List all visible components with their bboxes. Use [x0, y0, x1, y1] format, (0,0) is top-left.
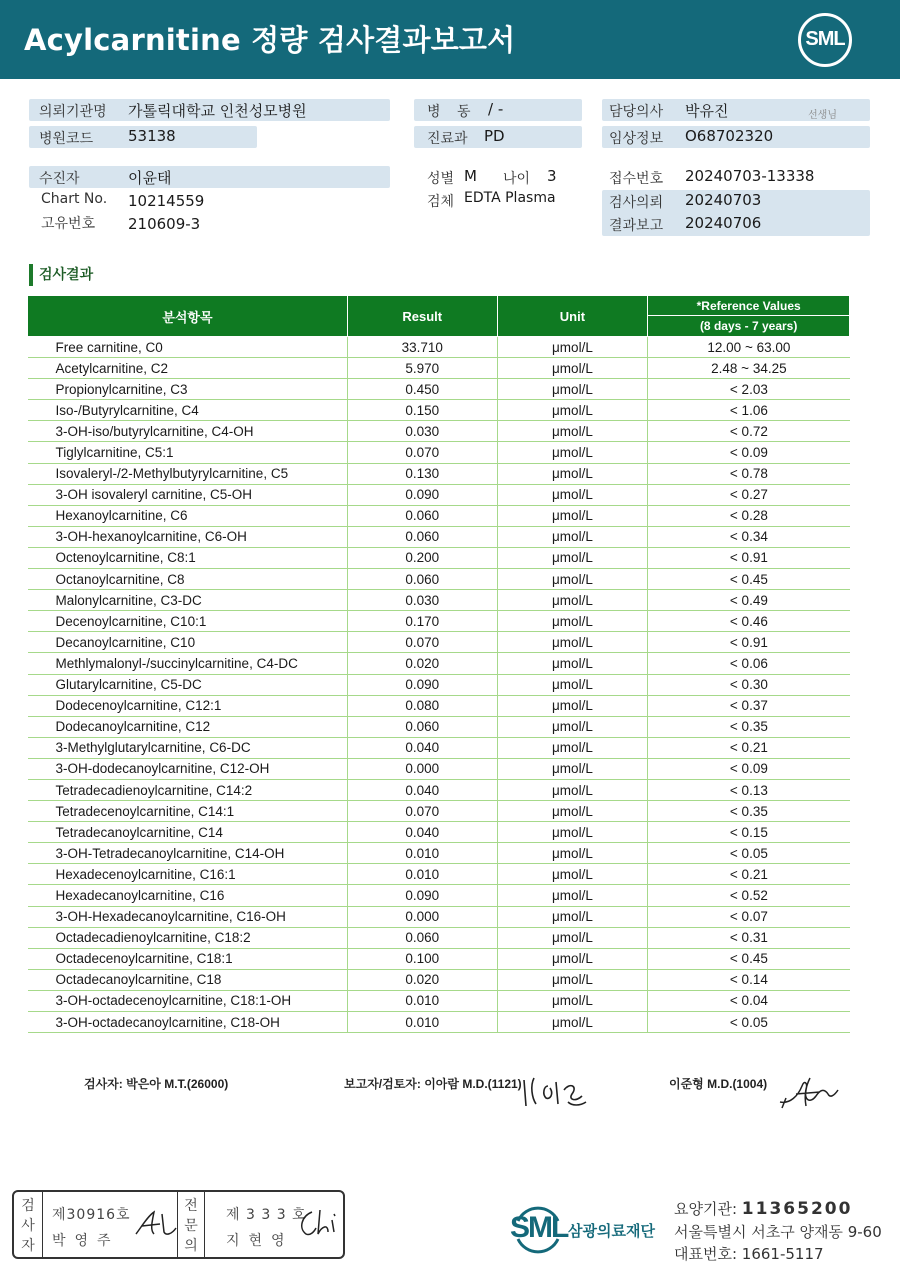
- reference-cell: < 0.09: [648, 442, 850, 463]
- unit-cell: μmol/L: [497, 611, 648, 632]
- report-label: 결과보고: [609, 218, 664, 234]
- unit-cell: μmol/L: [497, 632, 648, 653]
- result-cell: 0.150: [347, 400, 497, 421]
- result-cell: 0.130: [347, 463, 497, 484]
- result-cell: 0.010: [347, 990, 497, 1011]
- reference-cell: < 0.78: [648, 463, 850, 484]
- hospital-code-label: 병원코드: [39, 131, 94, 147]
- age-value: 3: [547, 167, 557, 185]
- footer-phone-label: 대표번호:: [674, 1245, 738, 1263]
- footer-phone-value: 1661-5117: [741, 1245, 824, 1263]
- analyte-cell: 3-OH-octadecanoylcarnitine, C18-OH: [28, 1012, 348, 1033]
- result-cell: 0.060: [347, 716, 497, 737]
- reference-cell: 2.48 ~ 34.25: [648, 358, 850, 379]
- unit-cell: μmol/L: [497, 906, 648, 927]
- table-row: [28, 632, 850, 653]
- reference-cell: < 0.28: [648, 505, 850, 526]
- analyte-cell: Free carnitine, C0: [28, 337, 348, 358]
- table-row: [28, 653, 850, 674]
- analyte-cell: Tetradecenoylcarnitine, C14:1: [28, 801, 348, 822]
- result-cell: 0.030: [347, 421, 497, 442]
- reference-cell: < 0.37: [648, 695, 850, 716]
- unit-cell: μmol/L: [497, 927, 648, 948]
- result-cell: 0.070: [347, 801, 497, 822]
- clinical-label: 임상정보: [609, 131, 664, 147]
- reference-cell: < 0.34: [648, 526, 850, 547]
- table-row: [28, 801, 850, 822]
- analyte-cell: Iso-/Butyrylcarnitine, C4: [28, 400, 348, 421]
- unit-cell: μmol/L: [497, 505, 648, 526]
- sml-logo: [798, 13, 852, 67]
- doctor-value: 박유진: [685, 102, 729, 120]
- analyte-cell: Hexadecanoylcarnitine, C16: [28, 885, 348, 906]
- result-cell: 33.710: [347, 337, 497, 358]
- age-label: 나이: [503, 171, 531, 187]
- result-cell: 0.090: [347, 674, 497, 695]
- stamp-right-license: 제 3 3 3 호: [226, 1207, 307, 1223]
- footer-code: [674, 1198, 852, 1219]
- table-row: [28, 927, 850, 948]
- reference-cell: < 0.21: [648, 737, 850, 758]
- reference-cell: < 0.35: [648, 716, 850, 737]
- analyte-cell: 3-Methylglutarylcarnitine, C6-DC: [28, 737, 348, 758]
- result-cell: 0.010: [347, 1012, 497, 1033]
- table-row: [28, 969, 850, 990]
- table-row: [28, 547, 850, 568]
- unit-cell: μmol/L: [497, 990, 648, 1011]
- stamp-left-label: [17, 1196, 39, 1256]
- unit-cell: μmol/L: [497, 379, 648, 400]
- result-cell: 0.060: [347, 927, 497, 948]
- unit-cell: μmol/L: [497, 948, 648, 969]
- table-row: [28, 463, 850, 484]
- table-row: [28, 716, 850, 737]
- unit-cell: μmol/L: [497, 822, 648, 843]
- reference-cell: < 0.72: [648, 421, 850, 442]
- table-row: [28, 843, 850, 864]
- table-row: [28, 590, 850, 611]
- table-row: [28, 864, 850, 885]
- table-row: [28, 1012, 850, 1033]
- clinical-value: O68702320: [685, 127, 774, 145]
- chart-label: Chart No.: [41, 191, 108, 207]
- table-row: [28, 737, 850, 758]
- result-cell: 0.090: [347, 885, 497, 906]
- table-row: [28, 990, 850, 1011]
- reference-cell: < 0.15: [648, 822, 850, 843]
- analyte-cell: Decanoylcarnitine, C10: [28, 632, 348, 653]
- result-cell: 0.060: [347, 505, 497, 526]
- reporter-signature: [520, 1072, 592, 1112]
- receipt-value: 20240703-13338: [685, 167, 815, 185]
- stamp-right-name: 지현영: [226, 1233, 294, 1249]
- table-row: [28, 379, 850, 400]
- stamp-divider: [42, 1192, 43, 1257]
- unit-cell: μmol/L: [497, 779, 648, 800]
- dept-value: PD: [484, 127, 505, 145]
- result-cell: 0.000: [347, 758, 497, 779]
- analyte-cell: Acetylcarnitine, C2: [28, 358, 348, 379]
- unit-cell: μmol/L: [497, 969, 648, 990]
- footer-logo-text: SML: [510, 1211, 568, 1244]
- institution-label: 의뢰기관명: [39, 104, 107, 120]
- unit-cell: μmol/L: [497, 569, 648, 590]
- table-row: [28, 569, 850, 590]
- sex-label: 성별: [427, 171, 455, 187]
- reference-cell: < 0.04: [648, 990, 850, 1011]
- result-cell: 0.010: [347, 864, 497, 885]
- ward-value: / -: [488, 100, 504, 118]
- patient-label: 수진자: [39, 171, 80, 187]
- unit-cell: μmol/L: [497, 421, 648, 442]
- result-cell: 0.010: [347, 843, 497, 864]
- reference-cell: < 2.03: [648, 379, 850, 400]
- unit-cell: μmol/L: [497, 653, 648, 674]
- reference-cell: < 0.27: [648, 484, 850, 505]
- analyte-cell: 3-OH-Hexadecanoylcarnitine, C16-OH: [28, 906, 348, 927]
- reference-cell: < 0.91: [648, 632, 850, 653]
- table-row: [28, 484, 850, 505]
- footer-code-label: 요양기관:: [674, 1200, 738, 1218]
- reference-cell: < 0.07: [648, 906, 850, 927]
- hospital-code-value: 53138: [128, 127, 176, 145]
- result-cell: 0.040: [347, 737, 497, 758]
- sml-logo-text: SML: [805, 28, 845, 50]
- table-row: [28, 779, 850, 800]
- unit-cell: μmol/L: [497, 400, 648, 421]
- table-row: [28, 885, 850, 906]
- reference-cell: < 0.49: [648, 590, 850, 611]
- unit-cell: μmol/L: [497, 843, 648, 864]
- director-signature: [776, 1072, 848, 1112]
- result-cell: 0.080: [347, 695, 497, 716]
- unit-cell: μmol/L: [497, 547, 648, 568]
- col-ref-sub-header: (8 days - 7 years): [648, 316, 850, 337]
- analyte-cell: Tetradecanoylcarnitine, C14: [28, 822, 348, 843]
- reference-cell: < 0.31: [648, 927, 850, 948]
- reference-cell: < 0.13: [648, 779, 850, 800]
- table-row: [28, 337, 850, 358]
- analyte-cell: Decenoylcarnitine, C10:1: [28, 611, 348, 632]
- stamp-divider-2: [177, 1192, 178, 1257]
- footer-address: 서울특별시 서초구 양재동 9-60: [674, 1223, 882, 1241]
- analyte-cell: 3-OH-octadecenoylcarnitine, C18:1-OH: [28, 990, 348, 1011]
- analyte-cell: Propionylcarnitine, C3: [28, 379, 348, 400]
- table-row: [28, 906, 850, 927]
- result-cell: 0.040: [347, 779, 497, 800]
- stamp-divider-3: [204, 1192, 205, 1257]
- reference-cell: < 0.05: [648, 843, 850, 864]
- unit-cell: μmol/L: [497, 463, 648, 484]
- result-cell: 0.170: [347, 611, 497, 632]
- unit-cell: μmol/L: [497, 674, 648, 695]
- table-row: [28, 758, 850, 779]
- stamp-left-signature: [132, 1206, 180, 1240]
- request-label: 검사의뢰: [609, 195, 664, 211]
- doctor-suffix: 선생님: [808, 110, 837, 121]
- reference-cell: < 1.06: [648, 400, 850, 421]
- results-table: [27, 295, 850, 1033]
- stamp-left-name: 박영주: [52, 1233, 120, 1249]
- certification-stamp: [12, 1190, 345, 1259]
- analyte-cell: Hexadecenoylcarnitine, C16:1: [28, 864, 348, 885]
- ward-label: 병 동: [427, 104, 477, 120]
- col-result-header: Result: [347, 296, 497, 337]
- analyte-cell: Dodecanoylcarnitine, C12: [28, 716, 348, 737]
- table-row: [28, 442, 850, 463]
- specimen-label: 검체: [427, 194, 455, 210]
- patient-band: [29, 166, 390, 188]
- analyte-cell: 3-OH isovaleryl carnitine, C5-OH: [28, 484, 348, 505]
- unique-value: 210609-3: [128, 215, 201, 233]
- reference-cell: 12.00 ~ 63.00: [648, 337, 850, 358]
- reference-cell: < 0.06: [648, 653, 850, 674]
- table-row: [28, 400, 850, 421]
- doctor-label: 담당의사: [609, 104, 664, 120]
- reference-cell: < 0.45: [648, 569, 850, 590]
- table-row: [28, 674, 850, 695]
- analyte-cell: Methlymalonyl-/succinylcarnitine, C4-DC: [28, 653, 348, 674]
- institution-value: 가톨릭대학교 인천성모병원: [128, 102, 307, 120]
- result-cell: 0.020: [347, 969, 497, 990]
- unit-cell: μmol/L: [497, 737, 648, 758]
- unit-cell: μmol/L: [497, 1012, 648, 1033]
- reference-cell: < 0.91: [648, 547, 850, 568]
- report-value: 20240706: [685, 214, 762, 232]
- unit-cell: μmol/L: [497, 484, 648, 505]
- analyte-cell: Hexanoylcarnitine, C6: [28, 505, 348, 526]
- col-unit-header: Unit: [497, 296, 648, 337]
- analyte-cell: Malonylcarnitine, C3-DC: [28, 590, 348, 611]
- stamp-left-char-1: 검: [21, 1198, 35, 1214]
- reference-cell: < 0.05: [648, 1012, 850, 1033]
- specimen-value: EDTA Plasma: [464, 190, 556, 206]
- result-cell: 0.060: [347, 526, 497, 547]
- section-title: 검사결과: [29, 264, 93, 286]
- reference-cell: < 0.52: [648, 885, 850, 906]
- result-cell: 5.970: [347, 358, 497, 379]
- col-item-header: 분석항목: [28, 296, 348, 337]
- director-signature-line: 이준형 M.D.(1004): [669, 1077, 768, 1091]
- footer-code-value: 11365200: [741, 1199, 853, 1219]
- reference-cell: < 0.21: [648, 864, 850, 885]
- reference-cell: < 0.09: [648, 758, 850, 779]
- table-row: [28, 695, 850, 716]
- result-cell: 0.070: [347, 442, 497, 463]
- result-rows: [28, 337, 850, 1033]
- table-row: [28, 505, 850, 526]
- result-cell: 0.450: [347, 379, 497, 400]
- stamp-left-char-3: 자: [21, 1238, 35, 1254]
- request-value: 20240703: [685, 191, 762, 209]
- result-cell: 0.070: [347, 632, 497, 653]
- table-row: [28, 421, 850, 442]
- unit-cell: μmol/L: [497, 695, 648, 716]
- stamp-right-char-1: 전: [184, 1198, 198, 1214]
- unit-cell: μmol/L: [497, 337, 648, 358]
- chart-value: 10214559: [128, 192, 205, 210]
- analyte-cell: Glutarylcarnitine, C5-DC: [28, 674, 348, 695]
- stamp-right-signature: [294, 1206, 342, 1240]
- result-cell: 0.020: [347, 653, 497, 674]
- unique-label: 고유번호: [41, 216, 96, 232]
- table-row: [28, 611, 850, 632]
- receipt-label: 접수번호: [609, 171, 664, 187]
- patient-value: 이윤태: [128, 169, 172, 187]
- reference-cell: < 0.30: [648, 674, 850, 695]
- analyte-cell: Octadecadienoylcarnitine, C18:2: [28, 927, 348, 948]
- unit-cell: μmol/L: [497, 801, 648, 822]
- analyte-cell: 3-OH-dodecanoylcarnitine, C12-OH: [28, 758, 348, 779]
- analyte-cell: Tiglylcarnitine, C5:1: [28, 442, 348, 463]
- table-row: [28, 948, 850, 969]
- result-cell: 0.000: [347, 906, 497, 927]
- dept-label: 진료과: [427, 131, 468, 147]
- unit-cell: μmol/L: [497, 716, 648, 737]
- unit-cell: μmol/L: [497, 590, 648, 611]
- report-title: Acylcarnitine 정량 검사결과보고서: [24, 23, 516, 57]
- unit-cell: μmol/L: [497, 885, 648, 906]
- unit-cell: μmol/L: [497, 442, 648, 463]
- table-row: [28, 526, 850, 547]
- analyte-cell: Octadecenoylcarnitine, C18:1: [28, 948, 348, 969]
- footer-org-name: 삼광의료재단: [568, 1222, 655, 1240]
- unit-cell: μmol/L: [497, 758, 648, 779]
- col-ref-header: *Reference Values: [648, 296, 850, 316]
- table-row: [28, 358, 850, 379]
- analyte-cell: 3-OH-hexanoylcarnitine, C6-OH: [28, 526, 348, 547]
- stamp-right-char-2: 문: [184, 1218, 198, 1234]
- stamp-left-char-2: 사: [21, 1218, 35, 1234]
- result-cell: 0.090: [347, 484, 497, 505]
- result-cell: 0.040: [347, 822, 497, 843]
- unit-cell: μmol/L: [497, 526, 648, 547]
- analyte-cell: Tetradecadienoylcarnitine, C14:2: [28, 779, 348, 800]
- reference-cell: < 0.14: [648, 969, 850, 990]
- result-cell: 0.100: [347, 948, 497, 969]
- result-cell: 0.030: [347, 590, 497, 611]
- result-cell: 0.060: [347, 569, 497, 590]
- report-header: [0, 0, 900, 79]
- unit-cell: μmol/L: [497, 358, 648, 379]
- analyte-cell: Isovaleryl-/2-Methylbutyrylcarnitine, C5: [28, 463, 348, 484]
- unit-cell: μmol/L: [497, 864, 648, 885]
- analyte-cell: Octanoylcarnitine, C8: [28, 569, 348, 590]
- analyte-cell: 3-OH-iso/butyrylcarnitine, C4-OH: [28, 421, 348, 442]
- analyte-cell: 3-OH-Tetradecanoylcarnitine, C14-OH: [28, 843, 348, 864]
- analyte-cell: Dodecenoylcarnitine, C12:1: [28, 695, 348, 716]
- tester-signature-line: 검사자: 박은아 M.T.(26000): [84, 1077, 229, 1091]
- stamp-left-license: 제30916호: [52, 1207, 131, 1223]
- stamp-right-label: [180, 1196, 202, 1256]
- footer-phone: [674, 1243, 824, 1264]
- reference-cell: < 0.35: [648, 801, 850, 822]
- stamp-right-char-3: 의: [184, 1238, 198, 1254]
- table-row: [28, 822, 850, 843]
- reference-cell: < 0.45: [648, 948, 850, 969]
- analyte-cell: Octadecanoylcarnitine, C18: [28, 969, 348, 990]
- result-cell: 0.200: [347, 547, 497, 568]
- reporter-signature-line: 보고자/검토자: 이아람 M.D.(1121): [344, 1077, 522, 1091]
- sex-value: M: [464, 167, 477, 185]
- analyte-cell: Octenoylcarnitine, C8:1: [28, 547, 348, 568]
- reference-cell: < 0.46: [648, 611, 850, 632]
